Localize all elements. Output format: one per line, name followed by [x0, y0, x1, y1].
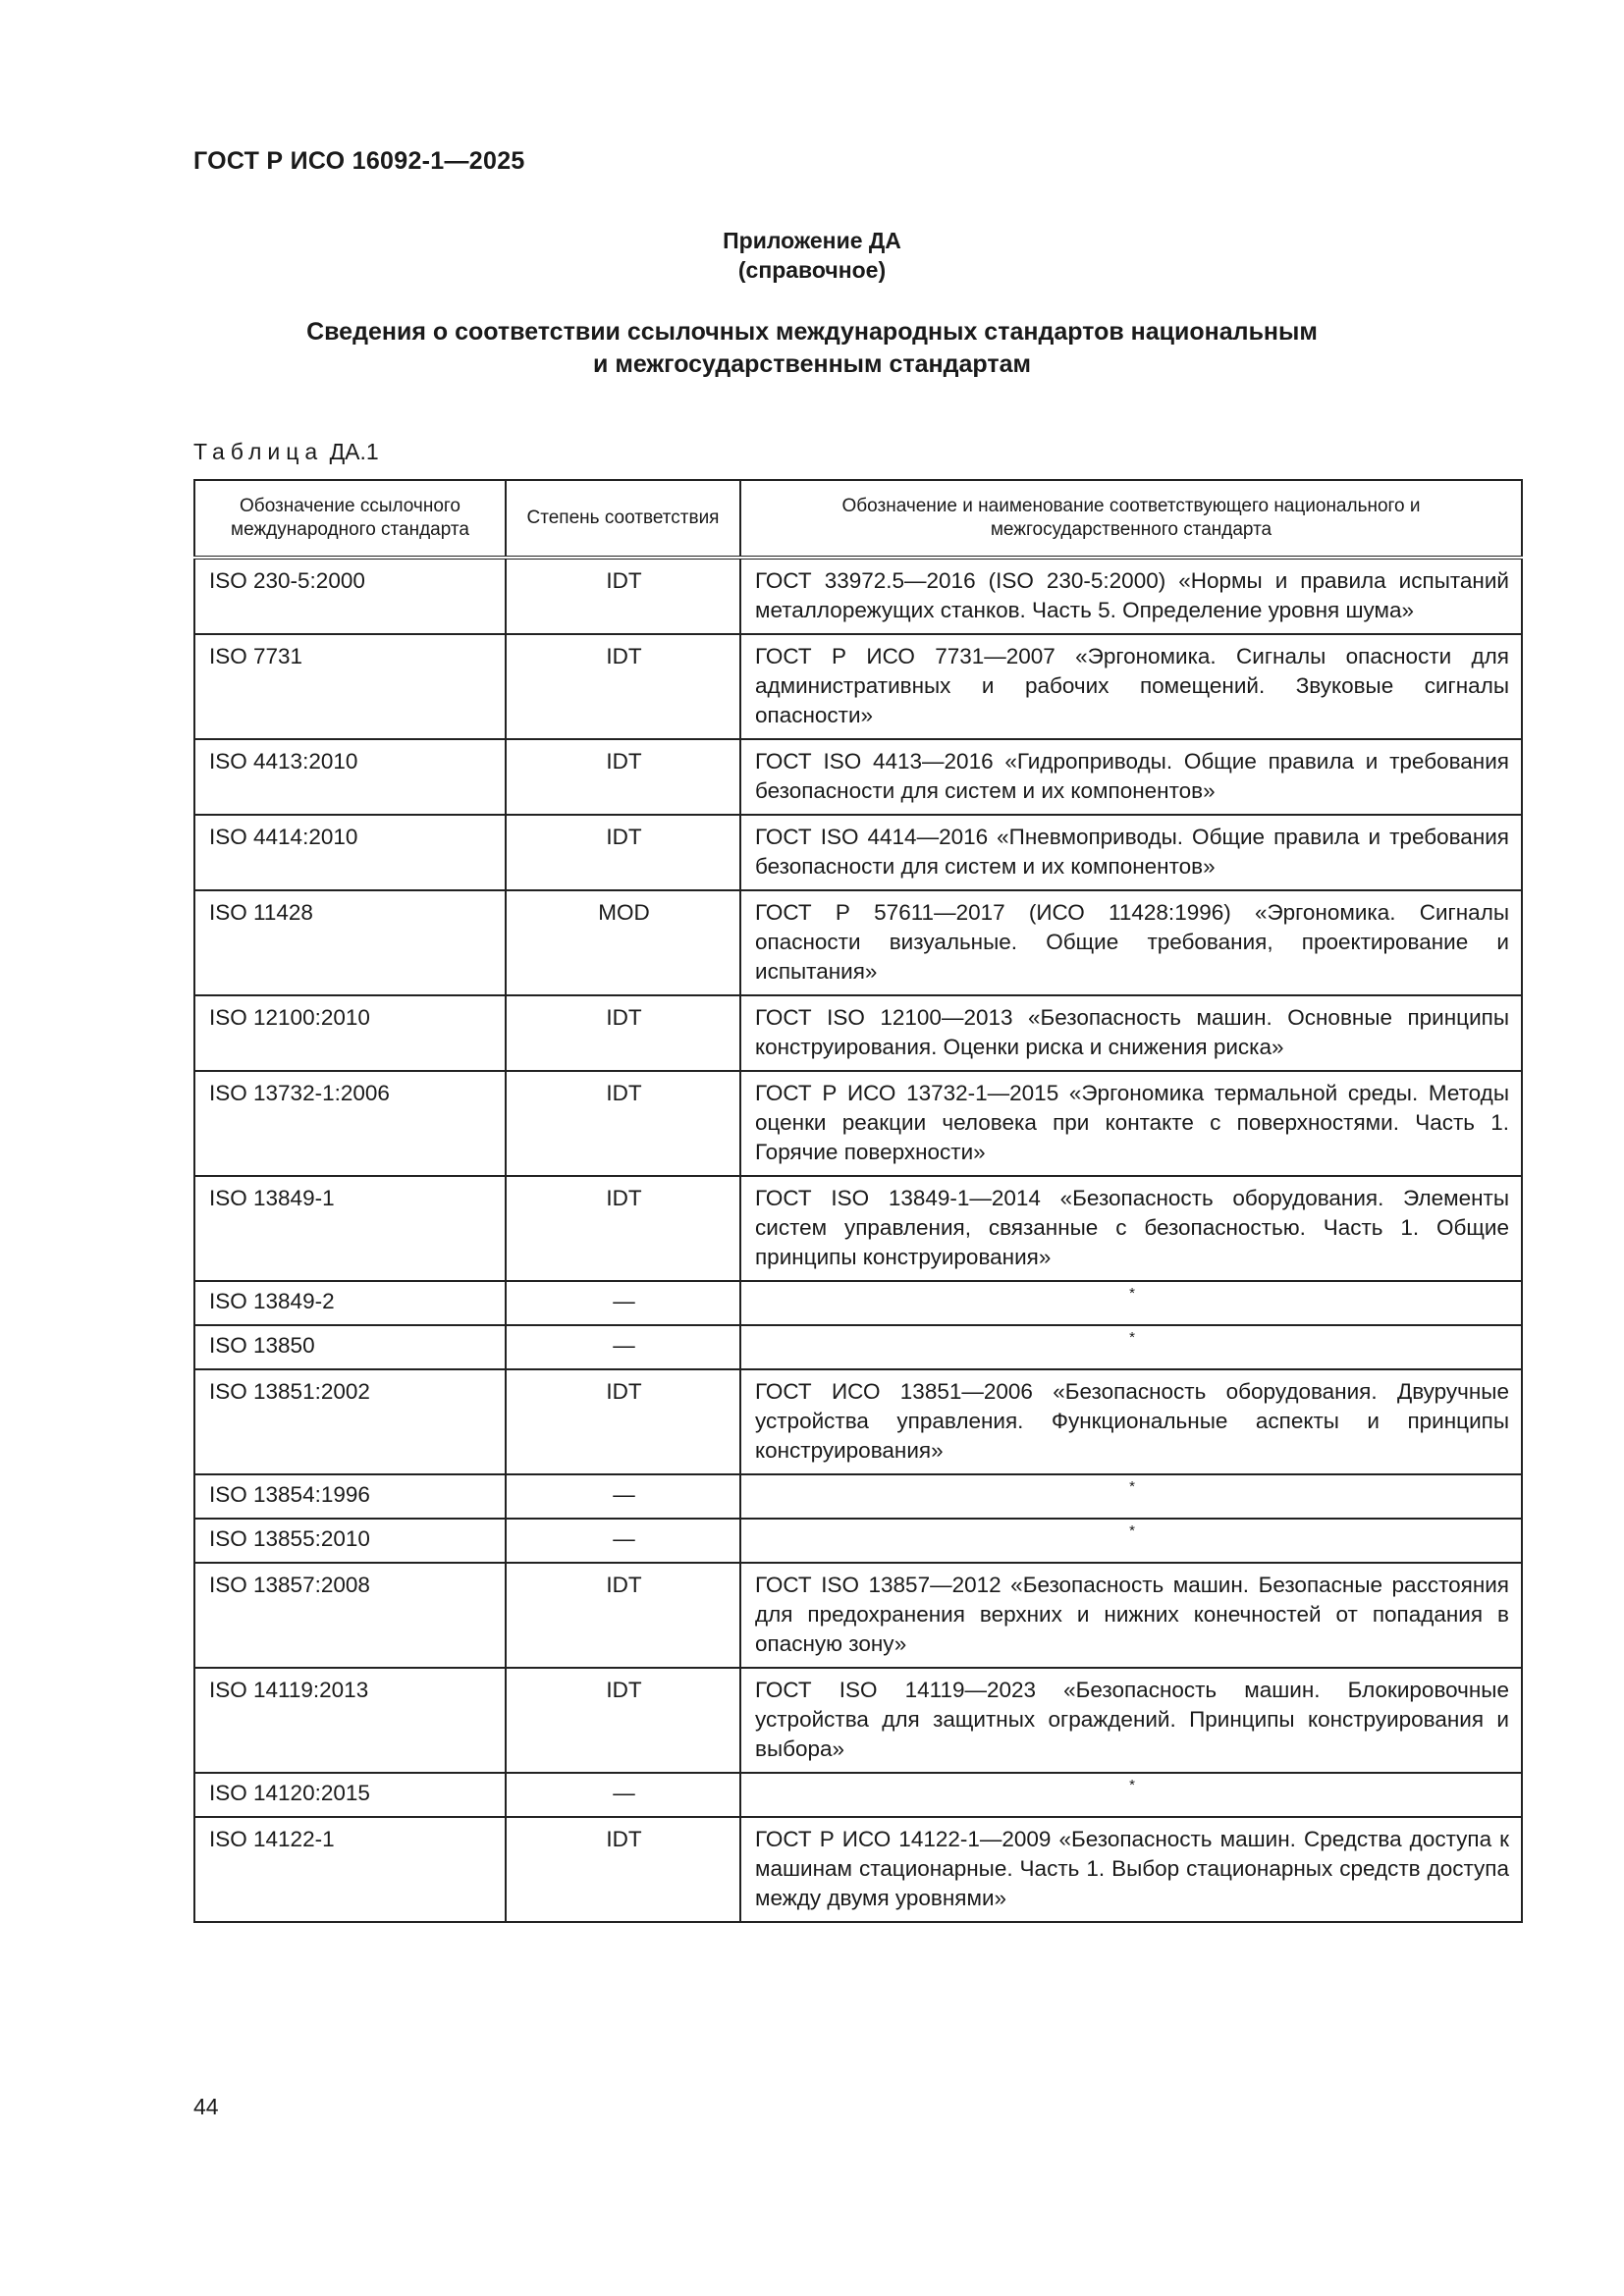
table-caption-number: ДА.1	[329, 439, 379, 464]
degree-cell: —	[506, 1773, 740, 1817]
national-standard-cell: ГОСТ Р 57611—2017 (ИСО 11428:1996) «Эргономика. Сигналы опасности визуальные. Общие требования, проектирование и испытания»	[740, 890, 1522, 995]
international-standard-cell: ISO 13849-2	[194, 1281, 506, 1325]
degree-cell: IDT	[506, 1817, 740, 1922]
table-header-row	[194, 480, 1522, 558]
international-standard-cell: ISO 12100:2010	[194, 995, 506, 1071]
column-header-international-standard: Обозначение ссылочного международного стандарта	[194, 480, 506, 558]
degree-cell: IDT	[506, 1668, 740, 1773]
degree-cell: IDT	[506, 1369, 740, 1474]
table-row	[194, 890, 1522, 995]
international-standard-cell: ISO 13854:1996	[194, 1474, 506, 1519]
table-row	[194, 1071, 1522, 1176]
document-code: ГОСТ Р ИСО 16092-1—2025	[193, 147, 525, 175]
international-standard-cell: ISO 4413:2010	[194, 739, 506, 815]
international-standard-cell: ISO 14122-1	[194, 1817, 506, 1922]
degree-cell: MOD	[506, 890, 740, 995]
international-standard-cell: ISO 7731	[194, 634, 506, 739]
table-row	[194, 1281, 1522, 1325]
table-caption	[193, 439, 379, 465]
international-standard-cell: ISO 13851:2002	[194, 1369, 506, 1474]
degree-cell: IDT	[506, 815, 740, 890]
international-standard-cell: ISO 13857:2008	[194, 1563, 506, 1668]
appendix-title: Приложение ДА	[723, 228, 901, 253]
national-standard-cell: ГОСТ ISO 14119—2023 «Безопасность машин. Блокировочные устройства для защитных ограждений. Принципы конструирования и выбора»	[740, 1668, 1522, 1773]
table-row	[194, 558, 1522, 634]
table-body	[194, 558, 1522, 1922]
international-standard-cell: ISO 13855:2010	[194, 1519, 506, 1563]
national-standard-cell: *	[740, 1474, 1522, 1519]
national-standard-cell: ГОСТ 33972.5—2016 (ISO 230-5:2000) «Нормы и правила испытаний металлорежущих станков. Часть 5. Определение уровня шума»	[740, 558, 1522, 634]
international-standard-cell: ISO 14120:2015	[194, 1773, 506, 1817]
table-row	[194, 1563, 1522, 1668]
national-standard-cell: ГОСТ ISO 13857—2012 «Безопасность машин. Безопасные расстояния для предохранения верхних и нижних конечностей от попадания в опасную зону»	[740, 1563, 1522, 1668]
degree-cell: IDT	[506, 995, 740, 1071]
table-row	[194, 1773, 1522, 1817]
international-standard-cell: ISO 13849-1	[194, 1176, 506, 1281]
table-row	[194, 1369, 1522, 1474]
international-standard-cell: ISO 13732-1:2006	[194, 1071, 506, 1176]
national-standard-cell: ГОСТ Р ИСО 7731—2007 «Эргономика. Сигналы опасности для административных и рабочих помещений. Звуковые сигналы опасности»	[740, 634, 1522, 739]
national-standard-cell: *	[740, 1281, 1522, 1325]
table-row	[194, 815, 1522, 890]
national-standard-cell: ГОСТ Р ИСО 13732-1—2015 «Эргономика термальной среды. Методы оценки реакции человека при контакте с поверхностями. Часть 1. Горячие поверхности»	[740, 1071, 1522, 1176]
national-standard-cell: ГОСТ Р ИСО 14122-1—2009 «Безопасность машин. Средства доступа к машинам стационарные. Часть 1. Выбор стационарных средств доступа между двумя уровнями»	[740, 1817, 1522, 1922]
degree-cell: IDT	[506, 739, 740, 815]
national-standard-cell: *	[740, 1773, 1522, 1817]
page-number: 44	[193, 2094, 219, 2119]
degree-cell: IDT	[506, 558, 740, 634]
section-title-line-1: Сведения о соответствии ссылочных международных стандартов национальным	[306, 318, 1318, 346]
international-standard-cell: ISO 11428	[194, 890, 506, 995]
table-row	[194, 995, 1522, 1071]
degree-cell: —	[506, 1281, 740, 1325]
table-row	[194, 1474, 1522, 1519]
correspondence-table	[193, 479, 1523, 1923]
national-standard-cell: ГОСТ ISO 4413—2016 «Гидроприводы. Общие правила и требования безопасности для систем и их компонентов»	[740, 739, 1522, 815]
degree-cell: IDT	[506, 1176, 740, 1281]
national-standard-cell: *	[740, 1325, 1522, 1369]
table-row	[194, 739, 1522, 815]
section-title	[196, 316, 1428, 381]
degree-cell: IDT	[506, 1071, 740, 1176]
degree-cell: —	[506, 1519, 740, 1563]
table-row	[194, 1519, 1522, 1563]
table-row	[194, 1668, 1522, 1773]
appendix-heading	[0, 226, 1624, 285]
national-standard-cell: ГОСТ ISO 4414—2016 «Пневмоприводы. Общие правила и требования безопасности для систем и их компонентов»	[740, 815, 1522, 890]
national-standard-cell: *	[740, 1519, 1522, 1563]
national-standard-cell: ГОСТ ИСО 13851—2006 «Безопасность оборудования. Двуручные устройства управления. Функциональные аспекты и принципы конструирования»	[740, 1369, 1522, 1474]
degree-cell: IDT	[506, 1563, 740, 1668]
column-header-degree: Степень соответствия	[506, 480, 740, 558]
column-header-national-standard: Обозначение и наименование соответствующего национального и межгосударственного стандарта	[740, 480, 1522, 558]
section-title-line-2: и межгосударственным стандартам	[593, 350, 1031, 378]
table-row	[194, 1817, 1522, 1922]
table-row	[194, 1176, 1522, 1281]
national-standard-cell: ГОСТ ISO 12100—2013 «Безопасность машин. Основные принципы конструирования. Оценки риска и снижения риска»	[740, 995, 1522, 1071]
table-caption-word: Таблица	[193, 439, 324, 464]
international-standard-cell: ISO 230-5:2000	[194, 558, 506, 634]
international-standard-cell: ISO 4414:2010	[194, 815, 506, 890]
table-row	[194, 1325, 1522, 1369]
degree-cell: IDT	[506, 634, 740, 739]
degree-cell: —	[506, 1474, 740, 1519]
international-standard-cell: ISO 13850	[194, 1325, 506, 1369]
appendix-subtitle: (справочное)	[737, 257, 887, 283]
international-standard-cell: ISO 14119:2013	[194, 1668, 506, 1773]
degree-cell: —	[506, 1325, 740, 1369]
national-standard-cell: ГОСТ ISO 13849-1—2014 «Безопасность оборудования. Элементы систем управления, связанные с безопасностью. Часть 1. Общие принципы конструирования»	[740, 1176, 1522, 1281]
table-row	[194, 634, 1522, 739]
